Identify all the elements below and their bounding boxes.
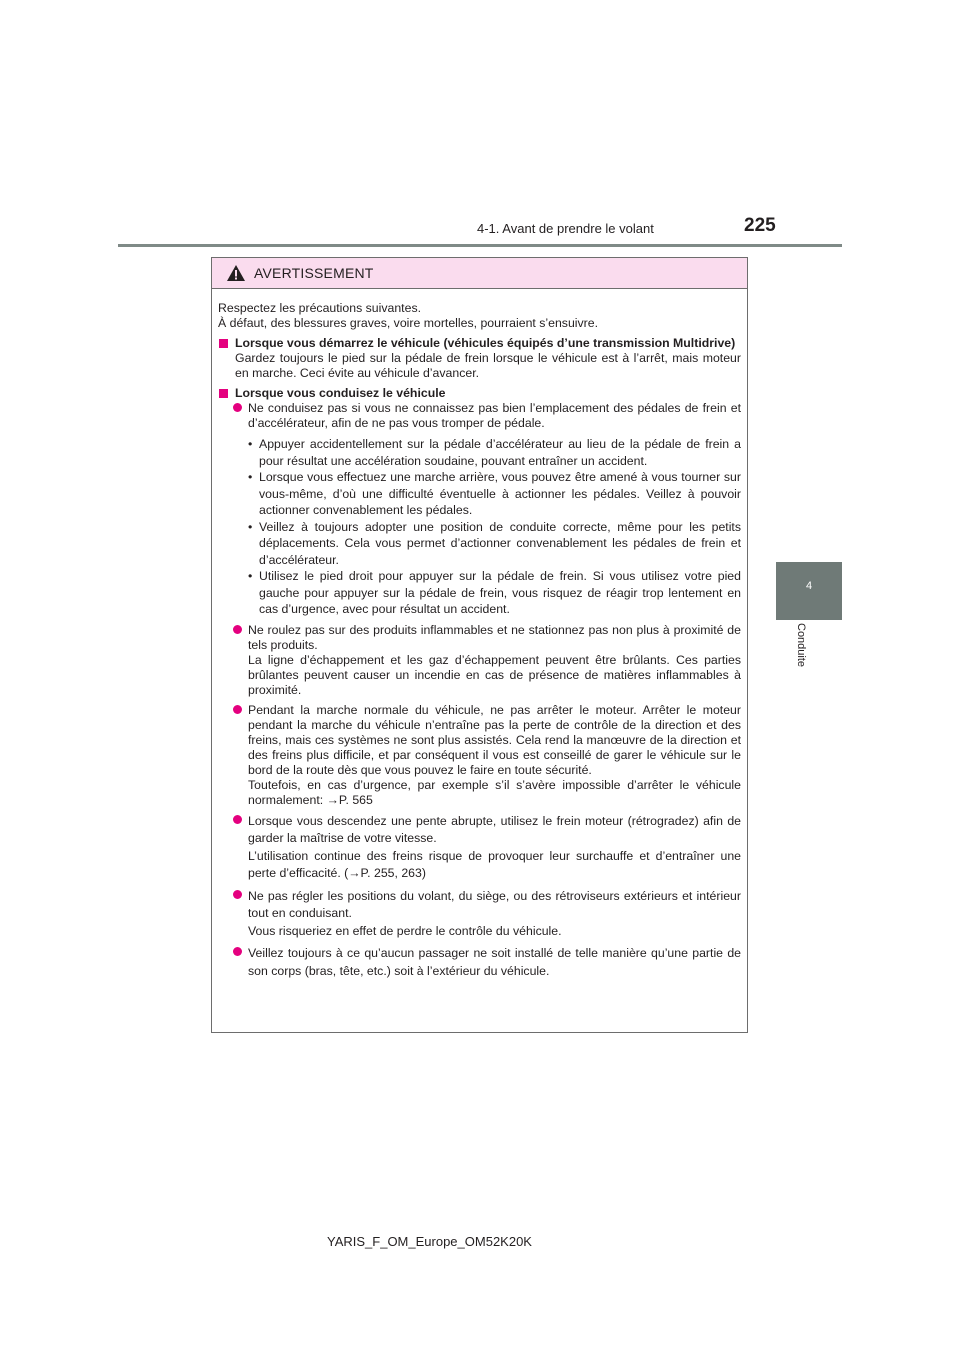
bullet-dot-icon (233, 890, 242, 899)
sub-list-item: • Lorsque vous effectuez une marche arrière, vous pouvez être amené à vous tourner sur vous-même, d’où une difficulté éventuelle à actionner les pédales. Veillez à pouvoir actionner convenablement les pédales. (248, 470, 741, 517)
warning-body (212, 289, 747, 980)
bullet-dot-icon (233, 947, 242, 956)
bullet-icon: • (248, 437, 253, 451)
section-starting-title: Lorsque vous démarrez le véhicule (véhicules équipés d’une transmission Multidrive) (235, 336, 736, 350)
bullet-dot-icon (233, 815, 242, 824)
bullet-dot-icon (233, 705, 242, 714)
bullet-icon: • (248, 569, 253, 583)
chapter-tab-label: Conduite (795, 623, 807, 668)
bullet-icon: • (248, 470, 253, 484)
section-driving-title: Lorsque vous conduisez le véhicule (235, 386, 446, 400)
bullet-dot-icon (233, 403, 242, 412)
sub-list (218, 436, 741, 618)
list-item: Ne pas régler les positions du volant, du siège, ou des rétroviseurs extérieurs et intérieur tout en conduisant. Vous risqueriez en effet de perdre le contrôle du véhicule. (218, 888, 741, 941)
section-driving (218, 386, 741, 401)
sub-list-item: • Utilisez le pied droit pour appuyer sur la pédale de frein. Si vous utilisez votre pied gauche pour appuyer sur la pédale de frein, vous risquez de réagir trop lentement en cas d’urgence, avec pour résultat un accident. (248, 569, 741, 616)
footer-document-id: YARIS_F_OM_Europe_OM52K20K (327, 1234, 532, 1249)
section-starting-text: Gardez toujours le pied sur la pédale de frein lorsque le véhicule est à l’arrêt, mais moteur en marche. Ceci évite au véhicule d’avancer. (235, 351, 741, 380)
intro-line-2: À défaut, des blessures graves, voire mortelles, pourraient s’ensuivre. (218, 316, 599, 330)
section-square-icon (219, 339, 228, 348)
list-item: Ne conduisez pas si vous ne connaissez pas bien l’emplacement des pédales de frein et d’accélérateur, afin de ne pas vous tromper de pédale. (218, 401, 741, 431)
chapter-tab-number: 4 (805, 580, 813, 592)
list-item: Veillez toujours à ce qu’aucun passager ne soit installé de telle manière qu’une partie de son corps (bras, tête, etc.) soit à l’extérieur du véhicule. (218, 945, 741, 980)
warning-intro (218, 301, 741, 331)
section-square-icon (219, 389, 228, 398)
bullet-icon: • (248, 519, 253, 534)
list-item: Ne roulez pas sur des produits inflammables et ne stationnez pas non plus à proximité de tels produits. La ligne d’échappement et les gaz d’échappement peuvent être brûlants. Ces parties brûlantes peuvent causer un incendie en cas de présence de matières inflammables à proximité. (218, 623, 741, 698)
list-item: Pendant la marche normale du véhicule, ne pas arrêter le moteur. Arrêter le moteur pendant la marche du véhicule n’entraîne pas la perte de contrôle de la direction et des freins, mais ces systèmes ne sont plus assistés. Cela rend la manœuvre de la direction et des freins plus difficile, et par conséquent il vous est conseillé de garer le véhicule sur le bord de la route dès que vous pouvez le faire en toute sécurité. Toutefois, en cas d’urgence, par exemple s’il s’avère impossible d’arrêter le véhicule normalement: →P. 565 (218, 703, 741, 808)
warning-triangle-icon (226, 264, 246, 282)
header-section-title: 4-1. Avant de prendre le volant (477, 221, 654, 236)
sub-list-item: • Appuyer accidentellement sur la pédale d’accélérateur au lieu de la pédale de frein a pour résultat une accélération soudaine, pouvant entraîner un accident. (248, 437, 741, 468)
sub-list-item: • Veillez à toujours adopter une position de conduite correcte, même pour les petits déplacements. Cela vous permet d’actionner convenablement les pédales de frein et d’accélérateur. (248, 519, 741, 567)
warning-header (212, 258, 747, 289)
warning-title: AVERTISSEMENT (254, 265, 374, 281)
list-item: Lorsque vous descendez une pente abrupte, utilisez le frein moteur (rétrogradez) afin de garder la maîtrise de votre vitesse. L’utilisation continue des freins risque de provoquer leur surchauffe et d’entraîner une perte d’efficacité. (→P. 255, 263) (218, 813, 741, 883)
page-number: 225 (744, 215, 776, 236)
section-starting (218, 336, 741, 381)
chapter-tab (776, 562, 842, 620)
bullet-dot-icon (233, 625, 242, 634)
header-rule (118, 244, 842, 247)
warning-box (211, 257, 748, 1033)
intro-line-1: Respectez les précautions suivantes. (218, 301, 422, 315)
